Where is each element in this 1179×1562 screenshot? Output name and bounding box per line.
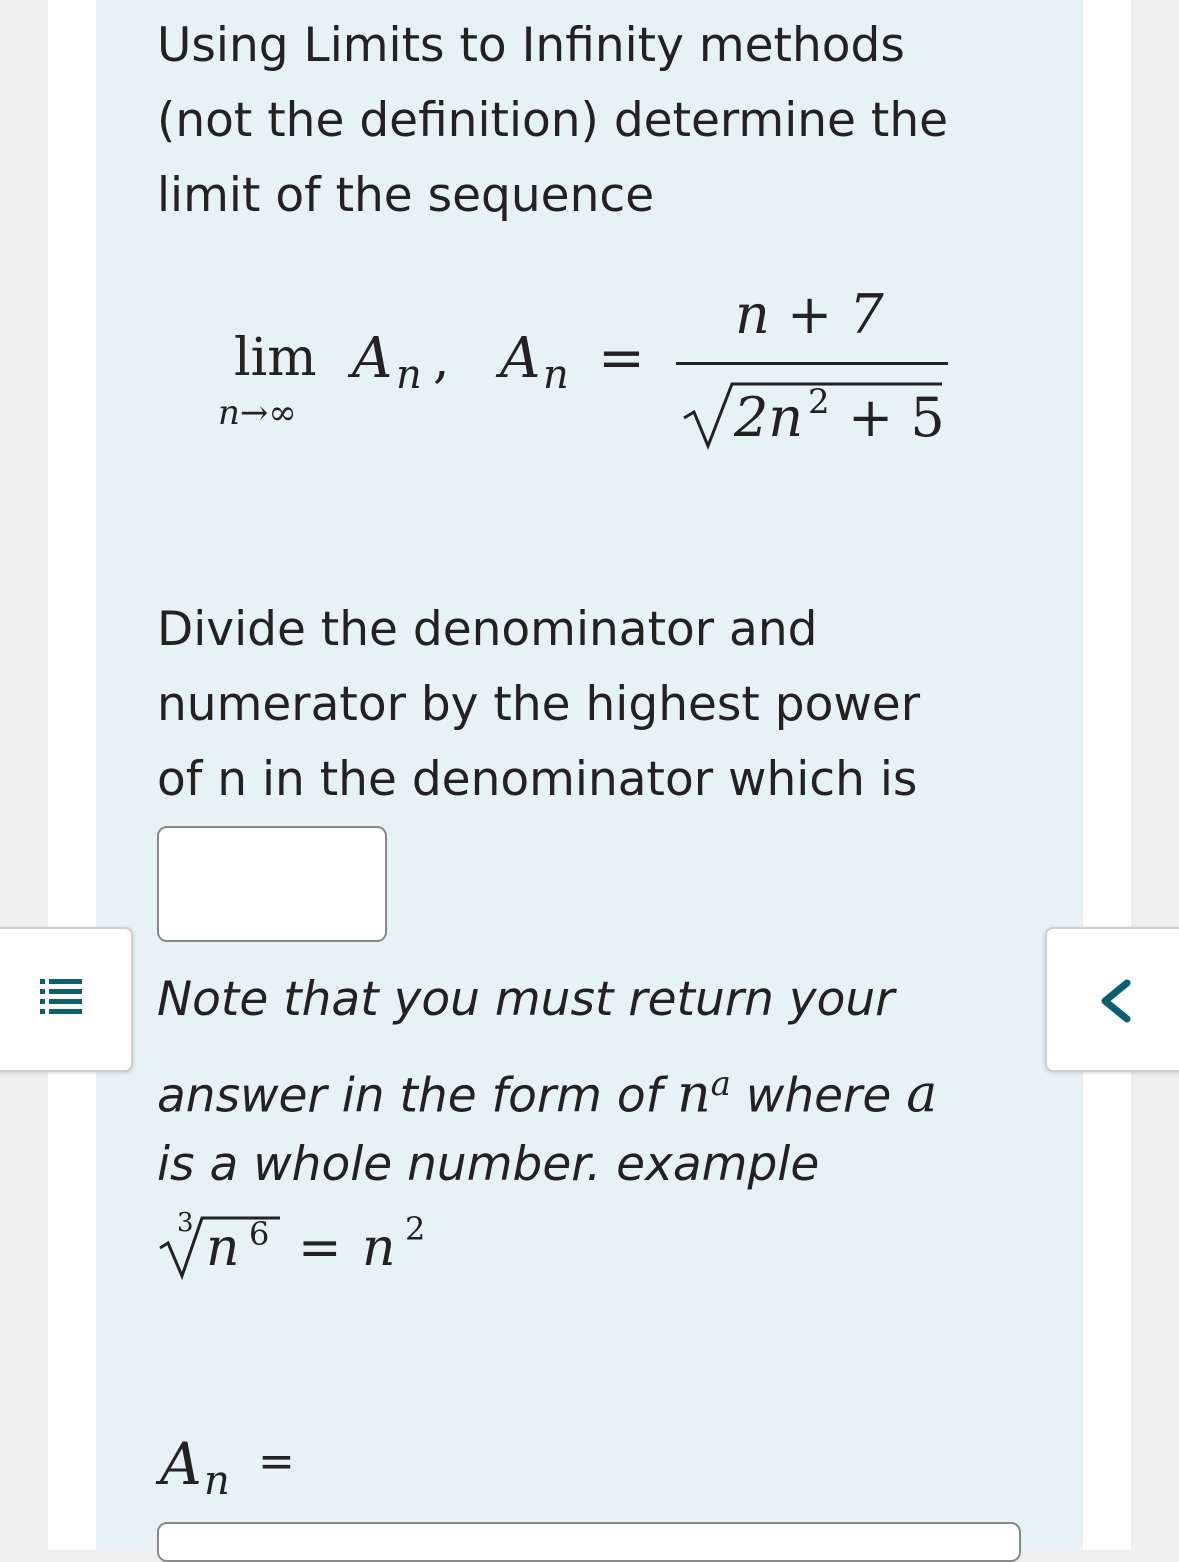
collapse-tab-button[interactable] (1045, 927, 1179, 1072)
formula-comma: , (433, 330, 450, 390)
radicand-tail: + 5 (848, 386, 945, 449)
note-line-1: Note that you must return your (157, 972, 895, 1027)
answer-subscript: n (204, 1458, 230, 1504)
root-exponent: 6 (249, 1215, 270, 1253)
rhs-exponent: 2 (405, 1210, 426, 1248)
note-line-2 (157, 1046, 937, 1135)
intro-line-3: limit of the sequence (157, 168, 655, 223)
chevron-left-icon (1097, 979, 1133, 1023)
intro-line-2: (not the definition) determine the (157, 93, 949, 148)
list-icon (40, 979, 82, 1017)
sequence-subscript-2: n (543, 352, 569, 398)
sequence-symbol-2: A (500, 326, 541, 391)
instruction-line-2: numerator by the highest power (157, 677, 921, 732)
intro-line-1: Using Limits to Infinity methods (157, 18, 905, 73)
fraction-numerator: n + 7 (735, 283, 884, 346)
note-n: n (677, 1064, 711, 1125)
answer-equals: = (258, 1436, 295, 1487)
sequence-subscript: n (396, 352, 422, 398)
note-a-variable: a (906, 1064, 938, 1125)
instruction-line-3: of n in the denominator which is (157, 752, 918, 807)
rhs-base: n (362, 1218, 396, 1278)
highest-power-input[interactable] (157, 826, 387, 942)
root-base: n (206, 1218, 240, 1278)
lim-operator: lim (234, 328, 317, 388)
list-tab-button[interactable] (0, 927, 133, 1072)
note-a-exponent: a (710, 1064, 731, 1104)
sequence-symbol: A (352, 326, 393, 391)
root-index: 3 (177, 1208, 194, 1238)
fraction-bar (676, 362, 948, 365)
radicand-base: 2n (734, 386, 804, 449)
lim-subscript: n→∞ (218, 393, 297, 433)
note-line-2-pre: answer in the form of (157, 1068, 663, 1124)
instruction-line-1: Divide the denominator and (157, 602, 818, 657)
example-equals: = (298, 1218, 342, 1278)
formula-equals: = (598, 326, 645, 391)
answer-symbol: A (160, 1430, 202, 1498)
note-line-2-post: where (745, 1068, 892, 1124)
answer-input[interactable] (157, 1522, 1021, 1562)
radicand-exponent: 2 (808, 382, 830, 422)
note-line-3: is a whole number. example (157, 1137, 820, 1192)
